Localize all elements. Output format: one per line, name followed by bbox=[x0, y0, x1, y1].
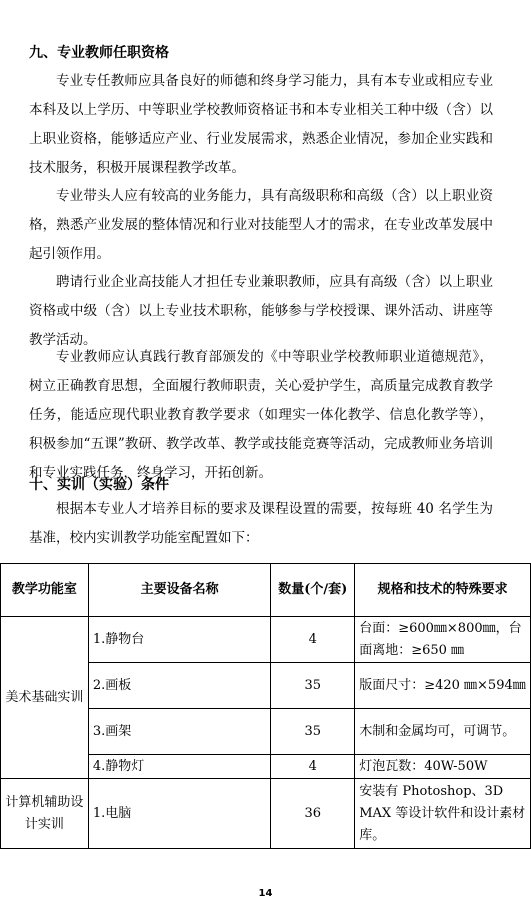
header-spec: 规格和技术的特殊要求 bbox=[355, 564, 531, 617]
section-10-heading: 十、实训（实验）条件 bbox=[29, 477, 169, 493]
paragraph-3: 聘请行业企业高技能人才担任专业兼职教师，应具有高级（含）以上职业资格或中级（含）以上专业技术职称，能够参与学校授课、课外活动、讲座等教学活动。 bbox=[29, 274, 493, 348]
table-row bbox=[1, 779, 531, 849]
room-cell: 美术基础实训 bbox=[1, 617, 89, 779]
spec-cell: 台面：≥600㎜×800㎜，台面离地：≥650 ㎜ bbox=[355, 617, 531, 663]
page-number: 14 bbox=[258, 888, 273, 899]
header-room: 教学功能室 bbox=[1, 564, 89, 617]
equipment-cell: 2.画板 bbox=[88, 663, 271, 709]
equipment-cell: 1.静物台 bbox=[88, 617, 271, 663]
equipment-cell: 1.电脑 bbox=[88, 779, 271, 849]
quantity-cell: 36 bbox=[271, 779, 355, 849]
quantity-cell: 35 bbox=[271, 709, 355, 755]
quantity-cell: 4 bbox=[271, 617, 355, 663]
equipment-cell: 4.静物灯 bbox=[88, 755, 271, 779]
quantity-cell: 4 bbox=[271, 755, 355, 779]
table-row bbox=[1, 617, 531, 663]
paragraph-1: 专业专任教师应具备良好的师德和终身学习能力，具有本专业或相应专业本科及以上学历、中等职业学校教师资格证书和本专业相关工种中级（含）以上职业资格，能够适应产业、行业发展需求，熟悉企业情况，参加企业实践和技术服务，积极开展课程教学改革。 bbox=[29, 73, 493, 176]
spec-cell: 灯泡瓦数：40W-50W bbox=[355, 755, 531, 779]
room-cell: 计算机辅助设计实训 bbox=[1, 779, 89, 849]
equipment-cell: 3.画架 bbox=[88, 709, 271, 755]
paragraph-4: 专业教师应认真践行教育部颁发的《中等职业学校教师职业道德规范》，树立正确教育思想，全面履行教师职责，关心爱护学生，高质量完成教育教学任务，能适应现代职业教育教学要求（如理实一体化教学、信息化教学等），积极参加“五课”教研、教学改革、教学或技能竞赛等活动，完成教师业务培训和专业实践任务，终身学习，开拓创新。 bbox=[29, 349, 493, 481]
paragraph-2: 专业带头人应有较高的业务能力，具有高级职称和高级（含）以上职业资格，熟悉产业发展的整体情况和行业对技能型人才的需求，在专业改革发展中起引领作用。 bbox=[29, 188, 493, 262]
training-room-table bbox=[0, 563, 531, 849]
spec-cell: 木制和金属均可，可调节。 bbox=[355, 709, 531, 755]
table-header-row bbox=[1, 564, 531, 617]
quantity-cell: 35 bbox=[271, 663, 355, 709]
header-equipment: 主要设备名称 bbox=[88, 564, 271, 617]
spec-cell: 安装有 Photoshop、3D MAX 等设计软件和设计素材库。 bbox=[355, 779, 531, 849]
section-10-intro: 根据本专业人才培养目标的要求及课程设置的需要，按每班 40 名学生为基准，校内实训教学功能室配置如下： bbox=[29, 501, 493, 546]
section-9-heading: 九、专业教师任职资格 bbox=[29, 45, 169, 61]
spec-cell: 版面尺寸：≥420 ㎜×594㎜ bbox=[355, 663, 531, 709]
header-quantity: 数量(个/套) bbox=[271, 564, 355, 617]
